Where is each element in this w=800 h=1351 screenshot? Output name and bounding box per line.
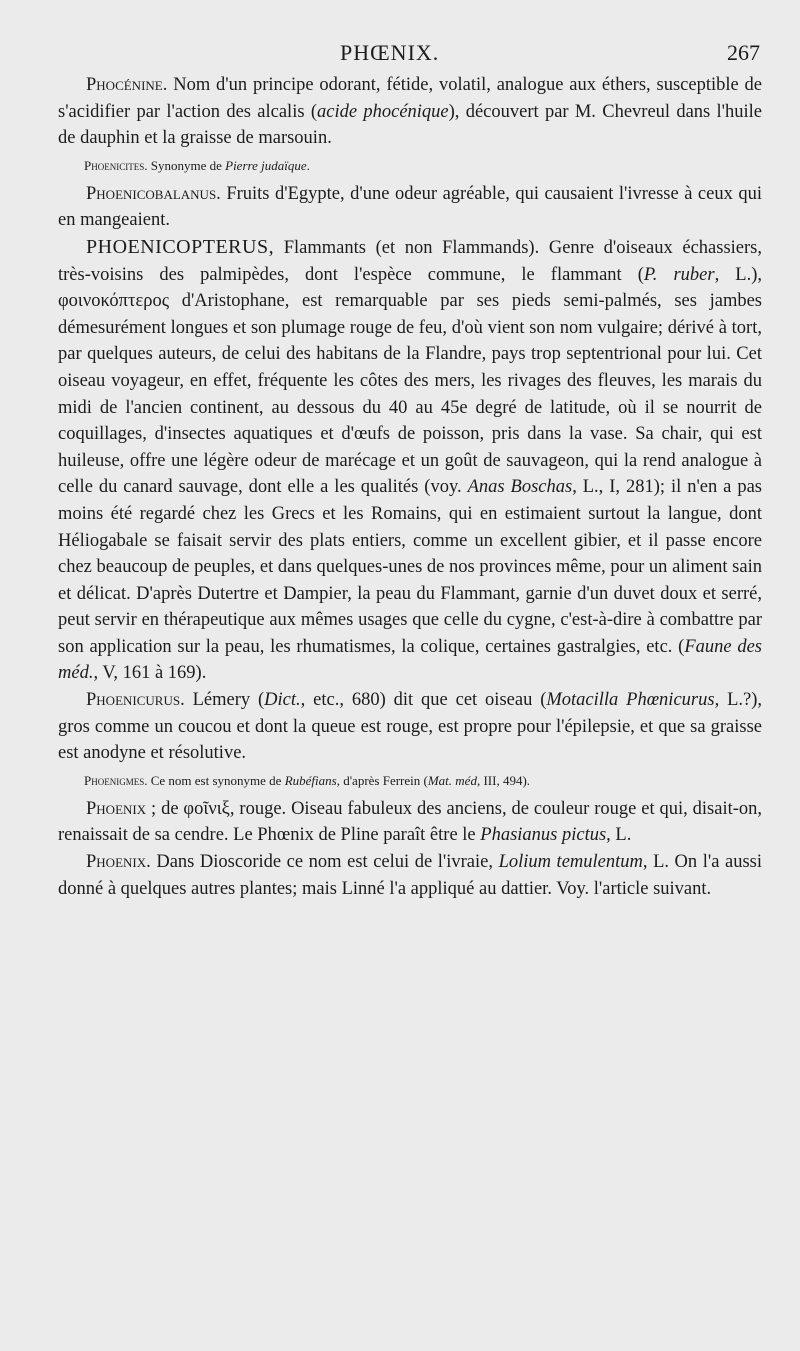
italic-term: Pierre judaïque	[225, 157, 307, 173]
entry-text: , L., I, 281); il n'en a pas moins été regardé chez les Grecs et les Romains, qui en estimaient surtout la langue, dont Héliogabale se faisait servir des plats entiers, comme un excellent gibier, et il passe encore chez beaucoup de peuples, et dans quelques-unes de nos provinces même, pour un aliment sain et délicat. D'après Dutertre et Dampier, la peau du Flammant, garnie d'un duvet doux et serré, peut servir en thérapeutique aux mêmes usages que celle du cygne, c'est-à-dire à combattre par son application sur la peau, les rhumatismes, la colique, certaines gastralgies, etc. (	[58, 477, 762, 657]
entry-text: .	[306, 157, 310, 173]
entry-text: Lémery (	[192, 690, 265, 711]
entry-text: Nom d'un principe odorant, fétide, volatil, analogue aux éthers, susceptible de s'acidifier par l'action des alcalis (	[58, 75, 762, 122]
headword: PHOENICOPTERUS,	[86, 235, 275, 258]
headword: Phoenicites.	[84, 157, 148, 173]
italic-term: Mat. méd	[427, 772, 477, 788]
headword: Phoenix	[86, 798, 147, 819]
entry-text: ; de φοῖνιξ, rouge. Oiseau fabuleux des anciens, de couleur rouge et qui, disait-on, renaissait de sa cendre. Le Phœnix de Pline paraît être le	[58, 798, 763, 846]
running-title: PHŒNIX.	[340, 40, 440, 65]
entry-phoenicopterus	[58, 234, 762, 687]
entry-phocenine	[58, 72, 762, 152]
italic-term: Motacilla Phœnicurus	[546, 690, 715, 711]
entry-text: , L.), φοινοκόπτερος d'Aristophane, est remarquable par ses pieds semi-palmés, ses jambes démesurément longues et son plumage rouge de feu, d'où vient son nom vulgaire; dérivé à tort, par quelques auteurs, de celui des habitans de la Flandre, pays trop septentrional pour lui. Cet oiseau voyageur, en effet, fréquente les côtes des mers, les rivages des fleuves, les marais du midi de l'ancien continent, au dessous du 40 au 45e degré de latitude, où il se nourrit de coquillages, d'insectes aquatiques et d'œufs de poisson, pris dans la vase. Sa chair, qui est huileuse, offre une légère odeur de marécage et un goût de sauvageon, qui la rend analogue à celle du canard sauvage, dont elle a les qualités (voy.	[58, 264, 762, 498]
entry-phoenicurus	[58, 687, 762, 767]
italic-term: Rubéfians	[284, 772, 337, 788]
entry-text: Dans Dioscoride ce nom est celui de l'ivraie,	[156, 852, 499, 873]
italic-term: Dict.	[264, 690, 301, 711]
entry-text: , etc., 680) dit que cet oiseau (	[300, 690, 547, 711]
entry-text: Ce nom est synonyme de	[150, 772, 285, 788]
italic-term: Faune des méd.	[58, 636, 762, 684]
entry-phoenicobalanus	[58, 181, 762, 234]
entry-text: Flammants (et non Flammands). Genre d'oiseaux échassiers, très-voisins des palmipèdes, dont l'espèce commune, le flammant (	[58, 237, 763, 285]
entry-text: , L.?), gros comme un coucou et dont la queue est rouge, est propre pour l'épilepsie, et que sa graisse est anodyne et résolutive.	[58, 690, 762, 764]
headword: Phoenicurus.	[86, 690, 185, 711]
italic-term: P. ruber	[643, 264, 715, 285]
headword: Phoenicobalanus.	[86, 183, 221, 204]
italic-term: Phasianus pictus	[480, 825, 607, 846]
italic-term: acide phocénique	[317, 101, 449, 122]
page-header	[0, 40, 800, 70]
page-number: 267	[727, 40, 760, 65]
entry-text: , V, 161 à 169).	[93, 663, 207, 684]
headword: Phocénine.	[86, 75, 168, 95]
entry-text: , L. On l'a aussi donné à quelques autres plantes; mais Linné l'a appliqué au dattier. Voy. l'article suivant.	[58, 852, 762, 899]
italic-term: Anas Boschas	[467, 477, 573, 498]
headword: Phoenix.	[86, 852, 151, 873]
entry-text: , L.	[606, 825, 632, 846]
entry-phoenicites	[58, 157, 762, 175]
entry-phoenigmes	[58, 772, 762, 790]
headword: Phoenigmes.	[84, 772, 148, 788]
entry-text: , III, 494).	[476, 772, 531, 788]
italic-term: Lolium temulentum	[498, 852, 643, 873]
entry-text: , d'après Ferrein (	[336, 772, 428, 788]
entry-text: ), découvert par M. Chevreul dans l'huile de dauphin et la graisse de marsouin.	[58, 101, 763, 149]
dictionary-text	[58, 72, 762, 902]
entry-phoenix-plant	[58, 849, 762, 902]
entry-text: Fruits d'Egypte, d'une odeur agréable, qui causaient l'ivresse à ceux qui en mangeaient.	[58, 183, 762, 231]
entry-phoenix-bird	[58, 796, 762, 849]
entry-text: Synonyme de	[150, 157, 226, 173]
